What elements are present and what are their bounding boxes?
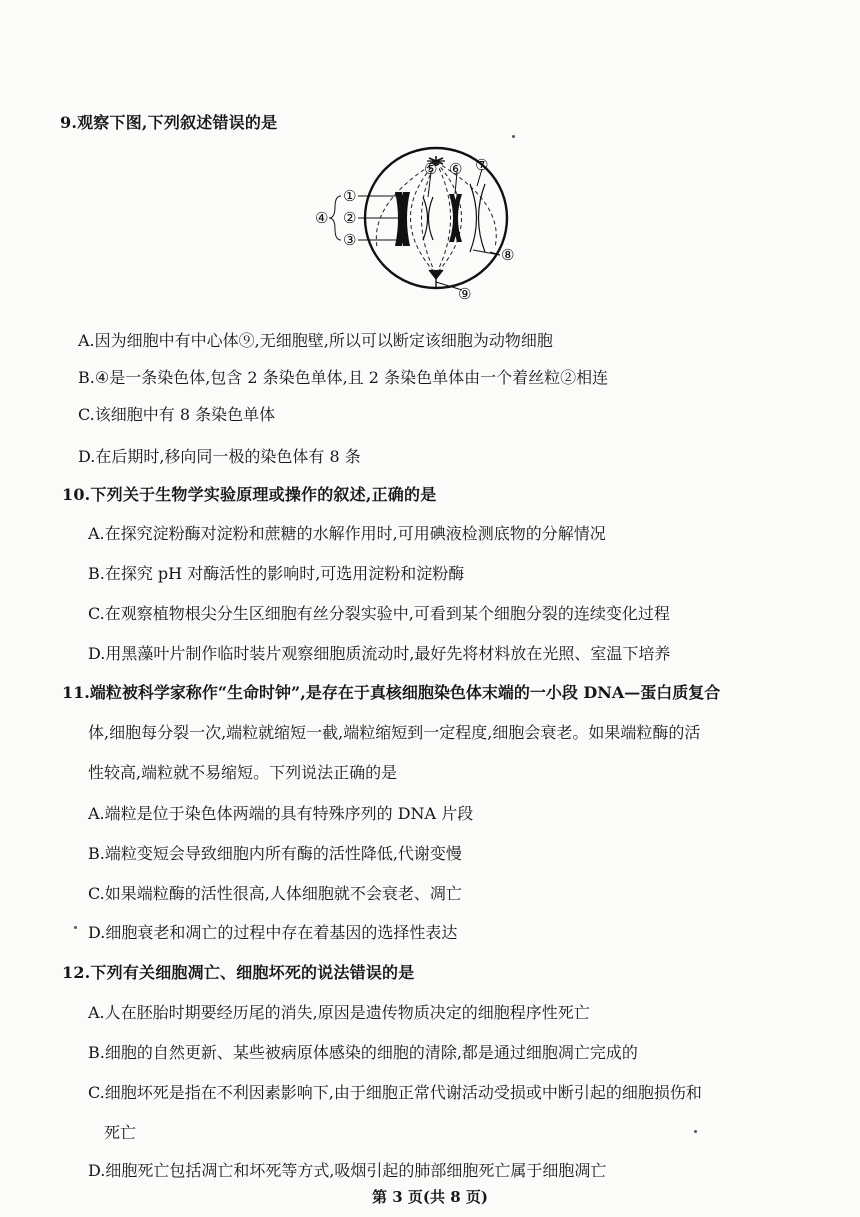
chromosome-5 <box>423 197 433 240</box>
label-6: ⑥ <box>449 160 463 178</box>
label-3: ③ <box>343 231 357 249</box>
q10-option-b: B.在探究 pH 对酶活性的影响时,可选用淀粉和淀粉酶 <box>88 564 465 583</box>
q9-option-d: D.在后期时,移向同一极的染色体有 8 条 <box>78 447 361 466</box>
label-8: ⑧ <box>501 246 515 264</box>
page-number-footer: 第 3 页(共 8 页) <box>372 1188 488 1206</box>
q9-option-b: B.④是一条染色体,包含 2 条染色单体,且 2 条染色单体由一个着丝粒②相连 <box>78 368 609 387</box>
q9-stem: 9.观察下图,下列叙述错误的是 <box>60 113 278 132</box>
q12-option-d: D.细胞死亡包括凋亡和坏死等方式,吸烟引起的肺部细胞死亡属于细胞凋亡 <box>88 1161 607 1180</box>
q11-option-d: D.细胞衰老和凋亡的过程中存在着基因的选择性表达 <box>88 923 458 942</box>
q11-option-a: A.端粒是位于染色体两端的具有特殊序列的 DNA 片段 <box>88 804 474 823</box>
q12-option-a: A.人在胚胎时期要经历尾的消失,原因是遗传物质决定的细胞程序性死亡 <box>88 1003 590 1022</box>
q10-option-d: D.用黑藻叶片制作临时装片观察细胞质流动时,最好先将材料放在光照、室温下培养 <box>88 644 671 663</box>
q12-stem: 12.下列有关细胞凋亡、细胞坏死的说法错误的是 <box>62 963 415 982</box>
chromosome-4 <box>395 192 410 246</box>
scan-speck <box>694 1130 697 1133</box>
q9-option-a: A.因为细胞中有中心体⑨,无细胞壁,所以可以断定该细胞为动物细胞 <box>78 331 553 350</box>
q12-option-c: C.细胞坏死是指在不利因素影响下,由于细胞正常代谢活动受损或中断引起的细胞损伤和 <box>88 1083 702 1102</box>
scan-speck <box>74 926 77 929</box>
label-4: ④ <box>315 209 329 227</box>
q9-option-c: C.该细胞中有 8 条染色单体 <box>78 405 276 424</box>
q11-stem-line-2: 体,细胞每分裂一次,端粒就缩短一截,端粒缩短到一定程度,细胞会衰老。如果端粒酶的活 <box>88 723 701 742</box>
q11-option-b: B.端粒变短会导致细胞内所有酶的活性降低,代谢变慢 <box>88 844 462 863</box>
label-1: ① <box>343 187 357 205</box>
mitosis-cell-diagram <box>315 142 525 304</box>
q11-option-c: C.如果端粒酶的活性很高,人体细胞就不会衰老、凋亡 <box>88 884 462 903</box>
scan-speck <box>512 135 515 138</box>
q10-option-a: A.在探究淀粉酶对淀粉和蔗糖的水解作用时,可用碘液检测底物的分解情况 <box>88 524 606 543</box>
label-7: ⑦ <box>475 156 489 174</box>
centrosome-bottom <box>429 270 443 287</box>
label-5: ⑤ <box>424 160 438 178</box>
label-9: ⑨ <box>458 285 472 303</box>
q10-stem: 10.下列关于生物学实验原理或操作的叙述,正确的是 <box>62 485 437 504</box>
q11-stem-line-3: 性较高,端粒就不易缩短。下列说法正确的是 <box>88 763 398 782</box>
q12-option-b: B.细胞的自然更新、某些被病原体感染的细胞的清除,都是通过细胞凋亡完成的 <box>88 1043 638 1062</box>
label-2: ② <box>343 209 357 227</box>
q10-option-c: C.在观察植物根尖分生区细胞有丝分裂实验中,可看到某个细胞分裂的连续变化过程 <box>88 604 670 623</box>
q11-stem-line-1: 11.端粒被科学家称作“生命时钟”,是存在于真核细胞染色体末端的一小段 DNA—蛋白质复合 <box>62 683 721 702</box>
q12-option-c-continued: 死亡 <box>104 1123 137 1142</box>
